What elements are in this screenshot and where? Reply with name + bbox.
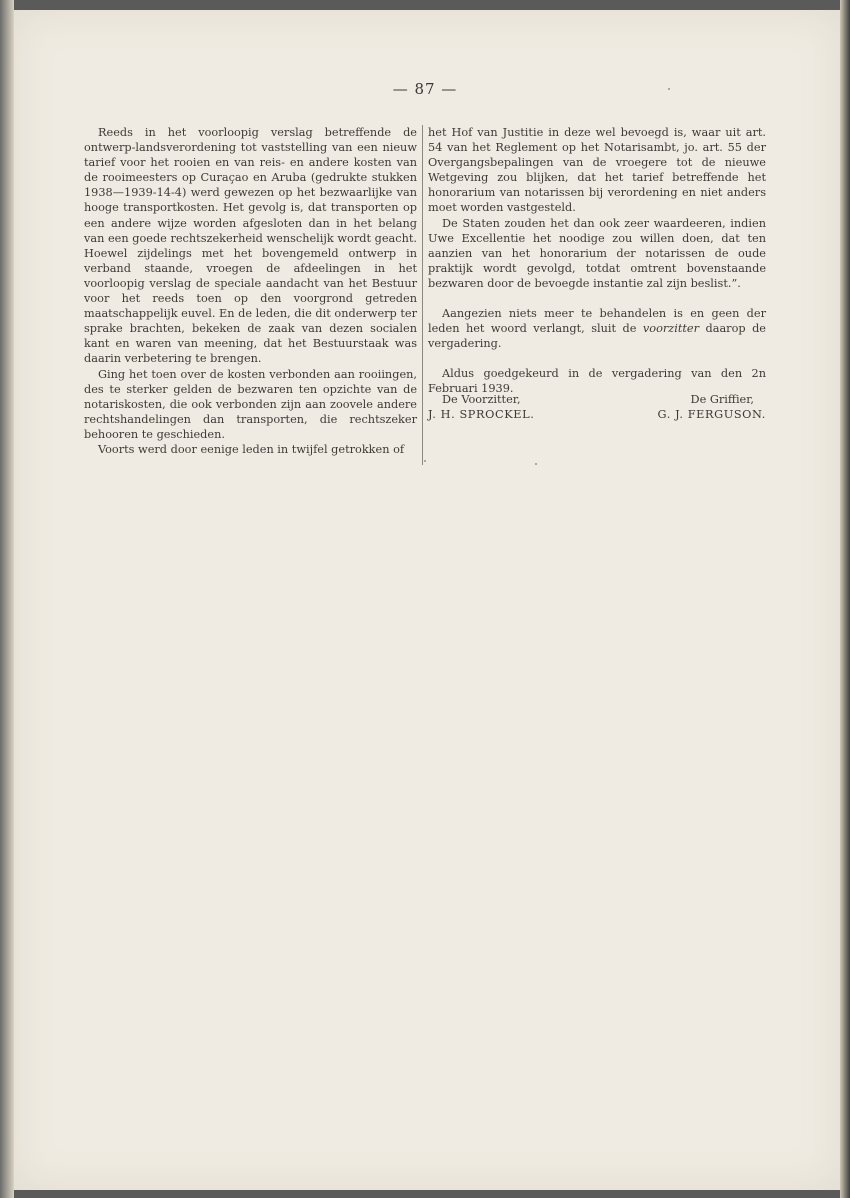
- griffier-name: G. J. FERGUSON.: [657, 408, 766, 422]
- paper-speck: [424, 460, 426, 462]
- right-paragraph-4: Aldus goedgekeurd in de vergadering van den 2n Februari 1939.: [428, 367, 766, 396]
- paper-speck: [668, 88, 670, 90]
- griffier-title: De Griffier,: [690, 393, 754, 406]
- left-paragraph-2: Ging het toen over de kosten verbonden aan rooiingen, des te sterker gelden de bezwaren ten opzichte van de notariskosten, die ook verbonden zijn aan zoovele andere rechtshandelingen dan transporten, die rechtszeker behooren te geschieden.: [84, 367, 417, 441]
- signature-block: [428, 392, 766, 422]
- left-paragraph-1: Reeds in het voorloopig verslag betreffende de ontwerp-landsverordening tot vaststelling van een nieuw tarief voor het rooien en van reis- en andere kosten van de rooimeesters op Curaçao en Aruba (gedrukte stukken 1938—1939-14-4) werd gewezen op het bezwaarlijke van hooge transportkosten. Het gevolg is, dat transporten op een andere wijze worden afgesloten dan in het belang van een goede rechtszekerheid wenschelijk wordt geacht. Hoewel zijdelings met het bovengemeld ontwerp in verband staande, vroegen de afdeelingen in het voorloopig verslag de speciale aandacht van het Bestuur voor het reeds toen op den voorgrond getreden maatschappelijk euvel. En de leden, die dit onderwerp ter sprake brachten, bekeken de zaak van dezen socialen kant en waren van meening, dat het Bestuurstaak was daarin verbetering te brengen.: [84, 126, 417, 366]
- signature-titles: [428, 392, 766, 407]
- right-paragraph-2: De Staten zouden het dan ook zeer waardeeren, indien Uwe Excellentie het noodige zou willen doen, dat ten aanzien van het honorarium der notarissen de oude praktijk wordt gevolgd, totdat omtrent bovenstaande bezwaren door de bevoegde instantie zal zijn beslist.”.: [428, 216, 766, 290]
- voorzitter-italic: voorzitter: [642, 322, 700, 336]
- page-edge-left: [0, 0, 14, 1198]
- closing-text-start: Aangezien niets meer te behandelen is en geen der leden het woord verlangt, sluit de: [428, 307, 766, 336]
- page-number: — 87 —: [392, 80, 458, 98]
- left-paragraph-3: Voorts werd door eenige leden in twijfel getrokken of: [98, 442, 405, 456]
- page-edge-right: [840, 0, 850, 1198]
- left-column: [84, 125, 417, 457]
- signature-names: [428, 407, 766, 422]
- voorzitter-name: J. H. SPROCKEL.: [428, 408, 535, 422]
- right-column: [428, 125, 766, 397]
- right-paragraph-1: het Hof van Justitie in deze wel bevoegd is, waar uit art. 54 van het Reglement op het Notarisambt, jo. art. 55 der Overgangsbepalingen van de vroegere tot de nieuwe Wetgeving zou blijken, dat het tarief betreffende het honorarium van notarissen bij verordening en niet anders moet worden vastgesteld.: [428, 126, 766, 215]
- column-divider: [422, 125, 423, 465]
- voorzitter-title: De Voorzitter,: [442, 393, 521, 406]
- paper-speck: [535, 463, 537, 465]
- right-paragraph-3: [428, 306, 766, 351]
- closing-text-end: daarop de vergadering.: [428, 322, 766, 351]
